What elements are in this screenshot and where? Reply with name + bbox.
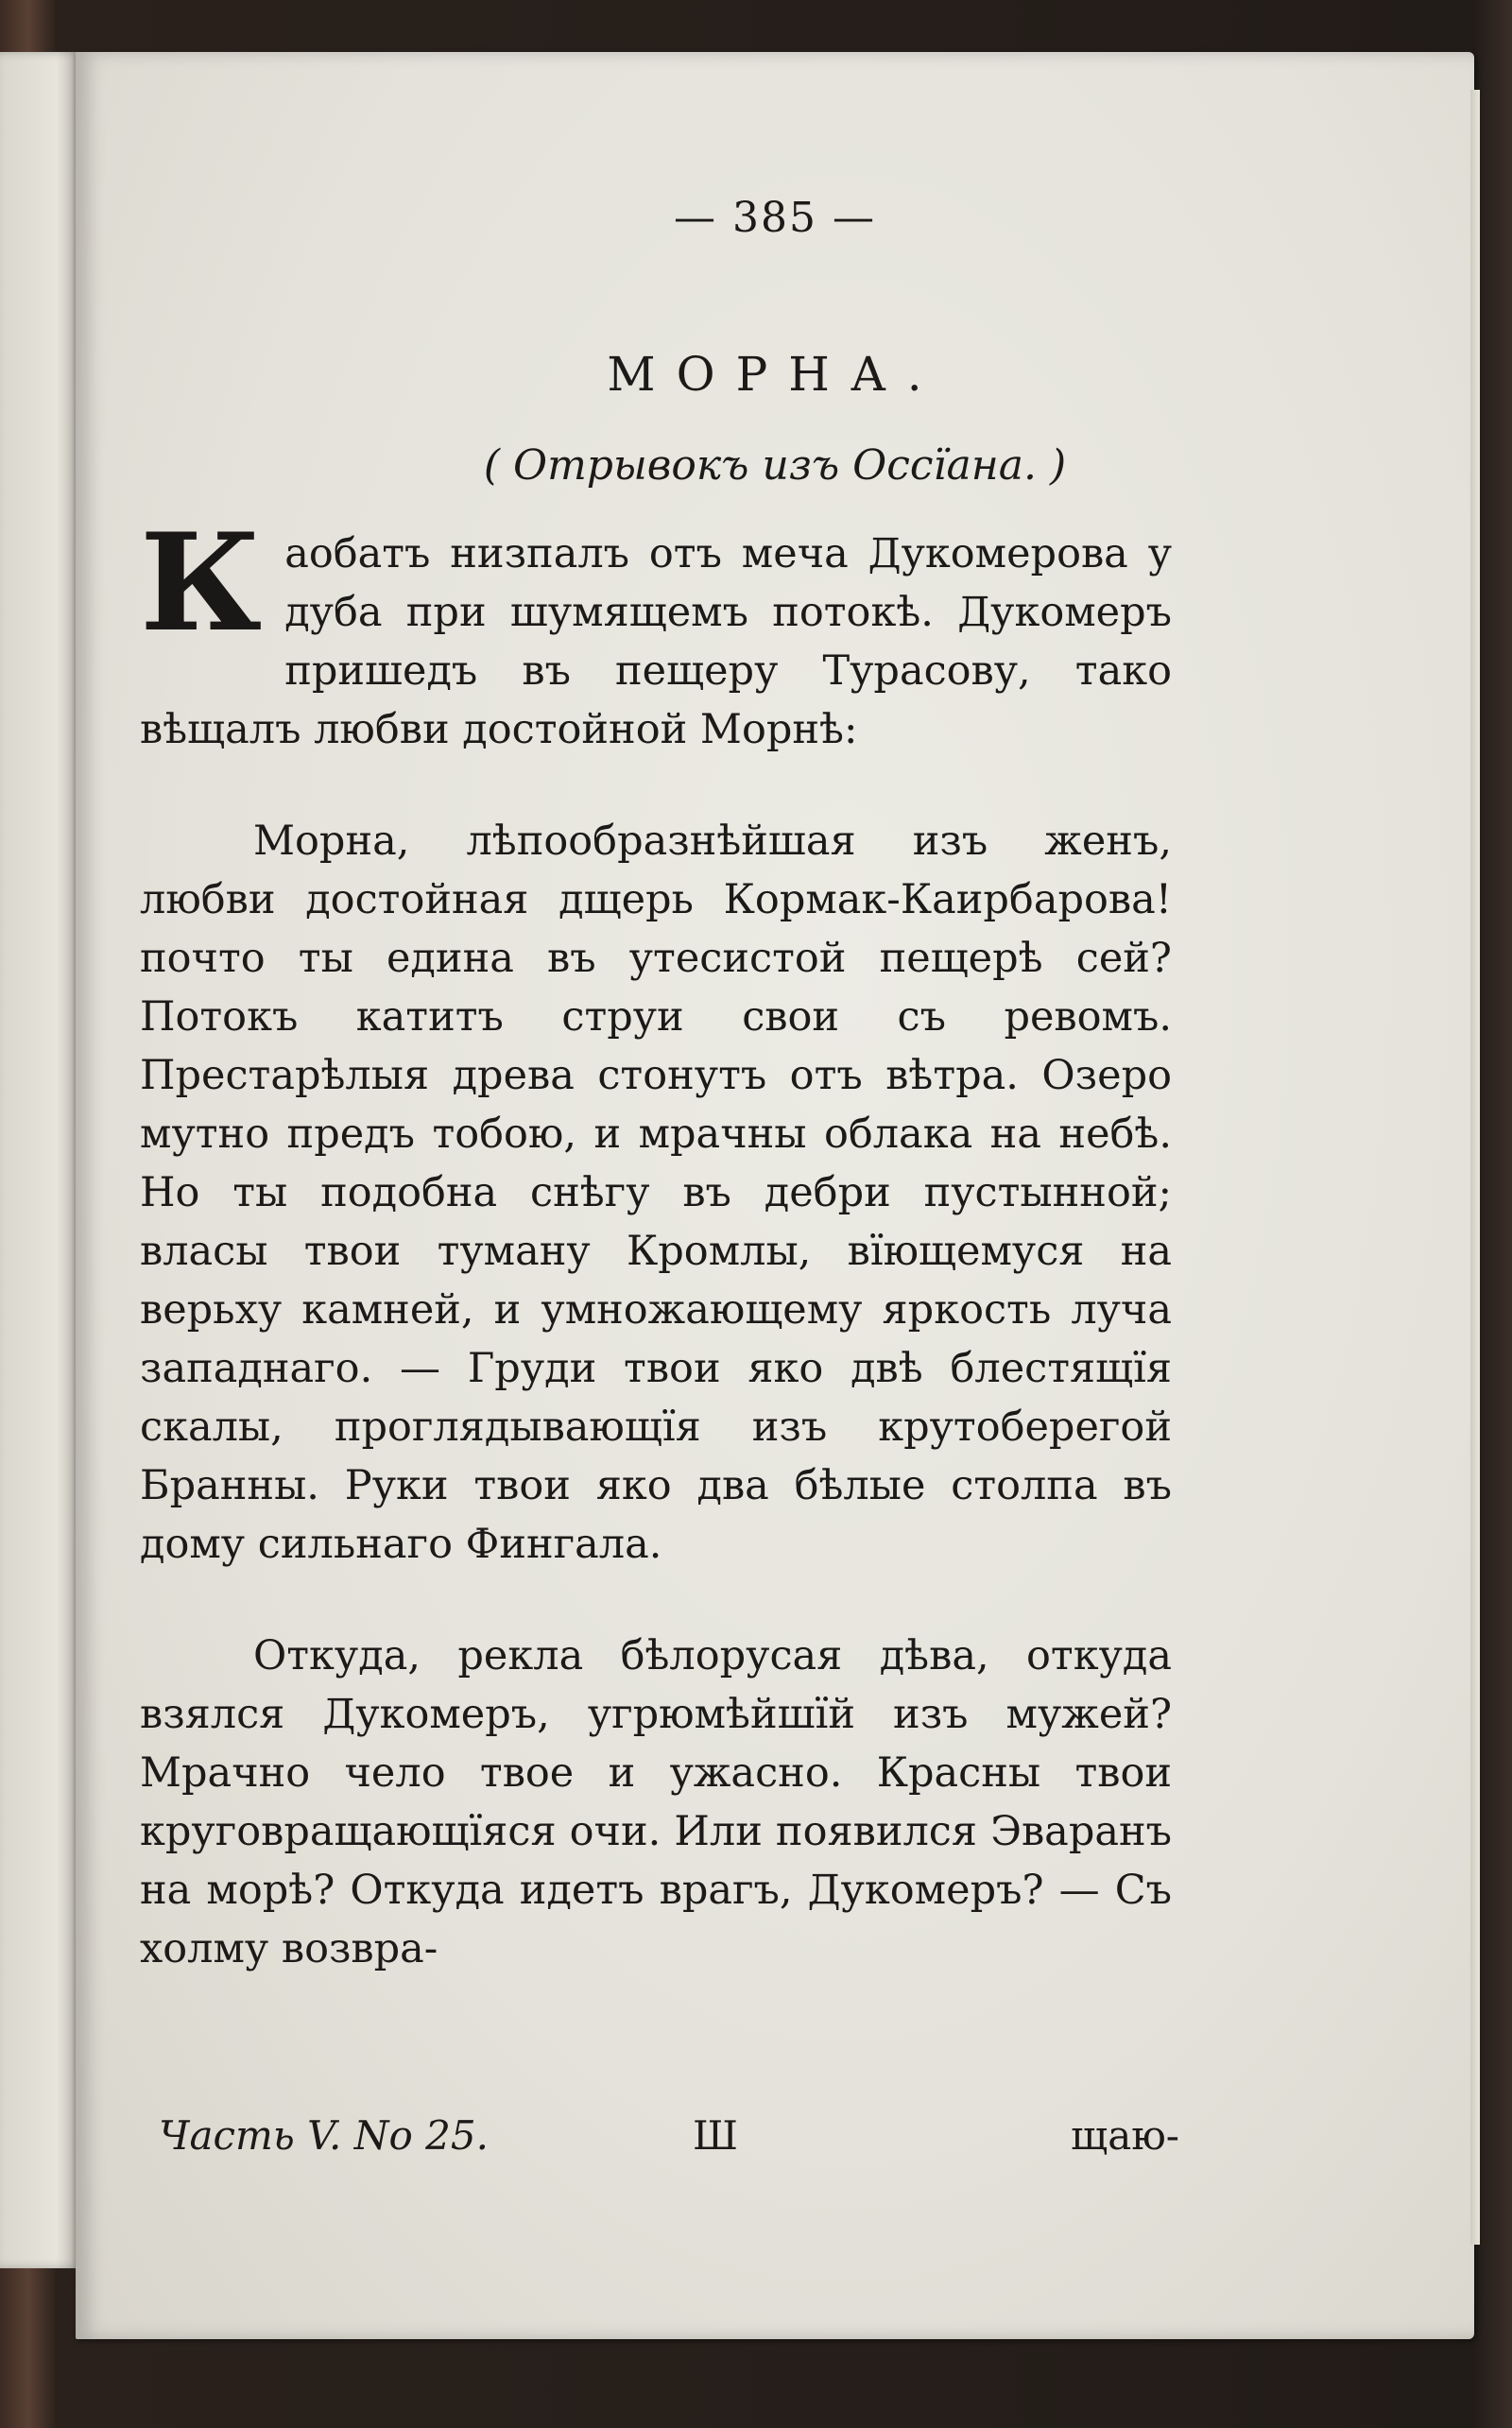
page-subtitle: ( Отрывокъ изъ Оссїана. ) [483,441,1067,490]
page-title: МОРНА. [607,347,943,402]
page-footer [159,2112,1179,2169]
signature-mark: Ш [693,2112,738,2159]
signature-label: Часть V. No 25. [159,2112,489,2159]
drop-cap: К [140,505,263,662]
paragraph-2: Морна, лѣпообразнѣйшая изъ женъ, любви достойная дщерь Кормак-Каирбарова! почто ты едина въ утесистой пещерѣ сей? Потокъ катитъ струи свои съ ревомъ. Престарѣлыя древа стонутъ отъ вѣтра. Озеро мутно предъ тобою, и мрачны облака на небѣ. Но ты подобна снѣгу въ дебри пустынной; власы твои туману Кромлы, вїющемуся на верьху камней, и умножающему яркость луча западнаго. — Груди твои яко двѣ блестящїя скалы, проглядывающїя изъ крутоберегой Бранны. Руки твои яко два бѣлые столпа въ дому сильнаго Фингала. [140,818,1172,1568]
paragraph-1 [140,505,1172,759]
page-edge [1470,90,1480,2245]
previous-page-edge [0,52,80,2268]
page-number-header: — 385 — [674,194,876,242]
paragraph-3: Откуда, рекла бѣлорусая дѣва, откуда взялся Дукомеръ, угрюмѣйшїй изъ мужей? Мрачно чело твое и ужасно. Красны твои круговращающїяся очи. Или появился Эваранъ на морѣ? Откуда идетъ врагъ, Дукомеръ? — Съ холму возвра- [140,1632,1172,1972]
catchword: щаю- [1071,2112,1179,2159]
body-text [140,505,1172,1978]
paragraph-1-text: аобатъ низпалъ отъ меча Дукомерова у дуба при шумящемъ потокѣ. Дукомеръ пришедъ въ пещеру Турасову, тако вѣщалъ любви достойной Морнѣ: [140,530,1172,753]
book-page [76,52,1474,2339]
